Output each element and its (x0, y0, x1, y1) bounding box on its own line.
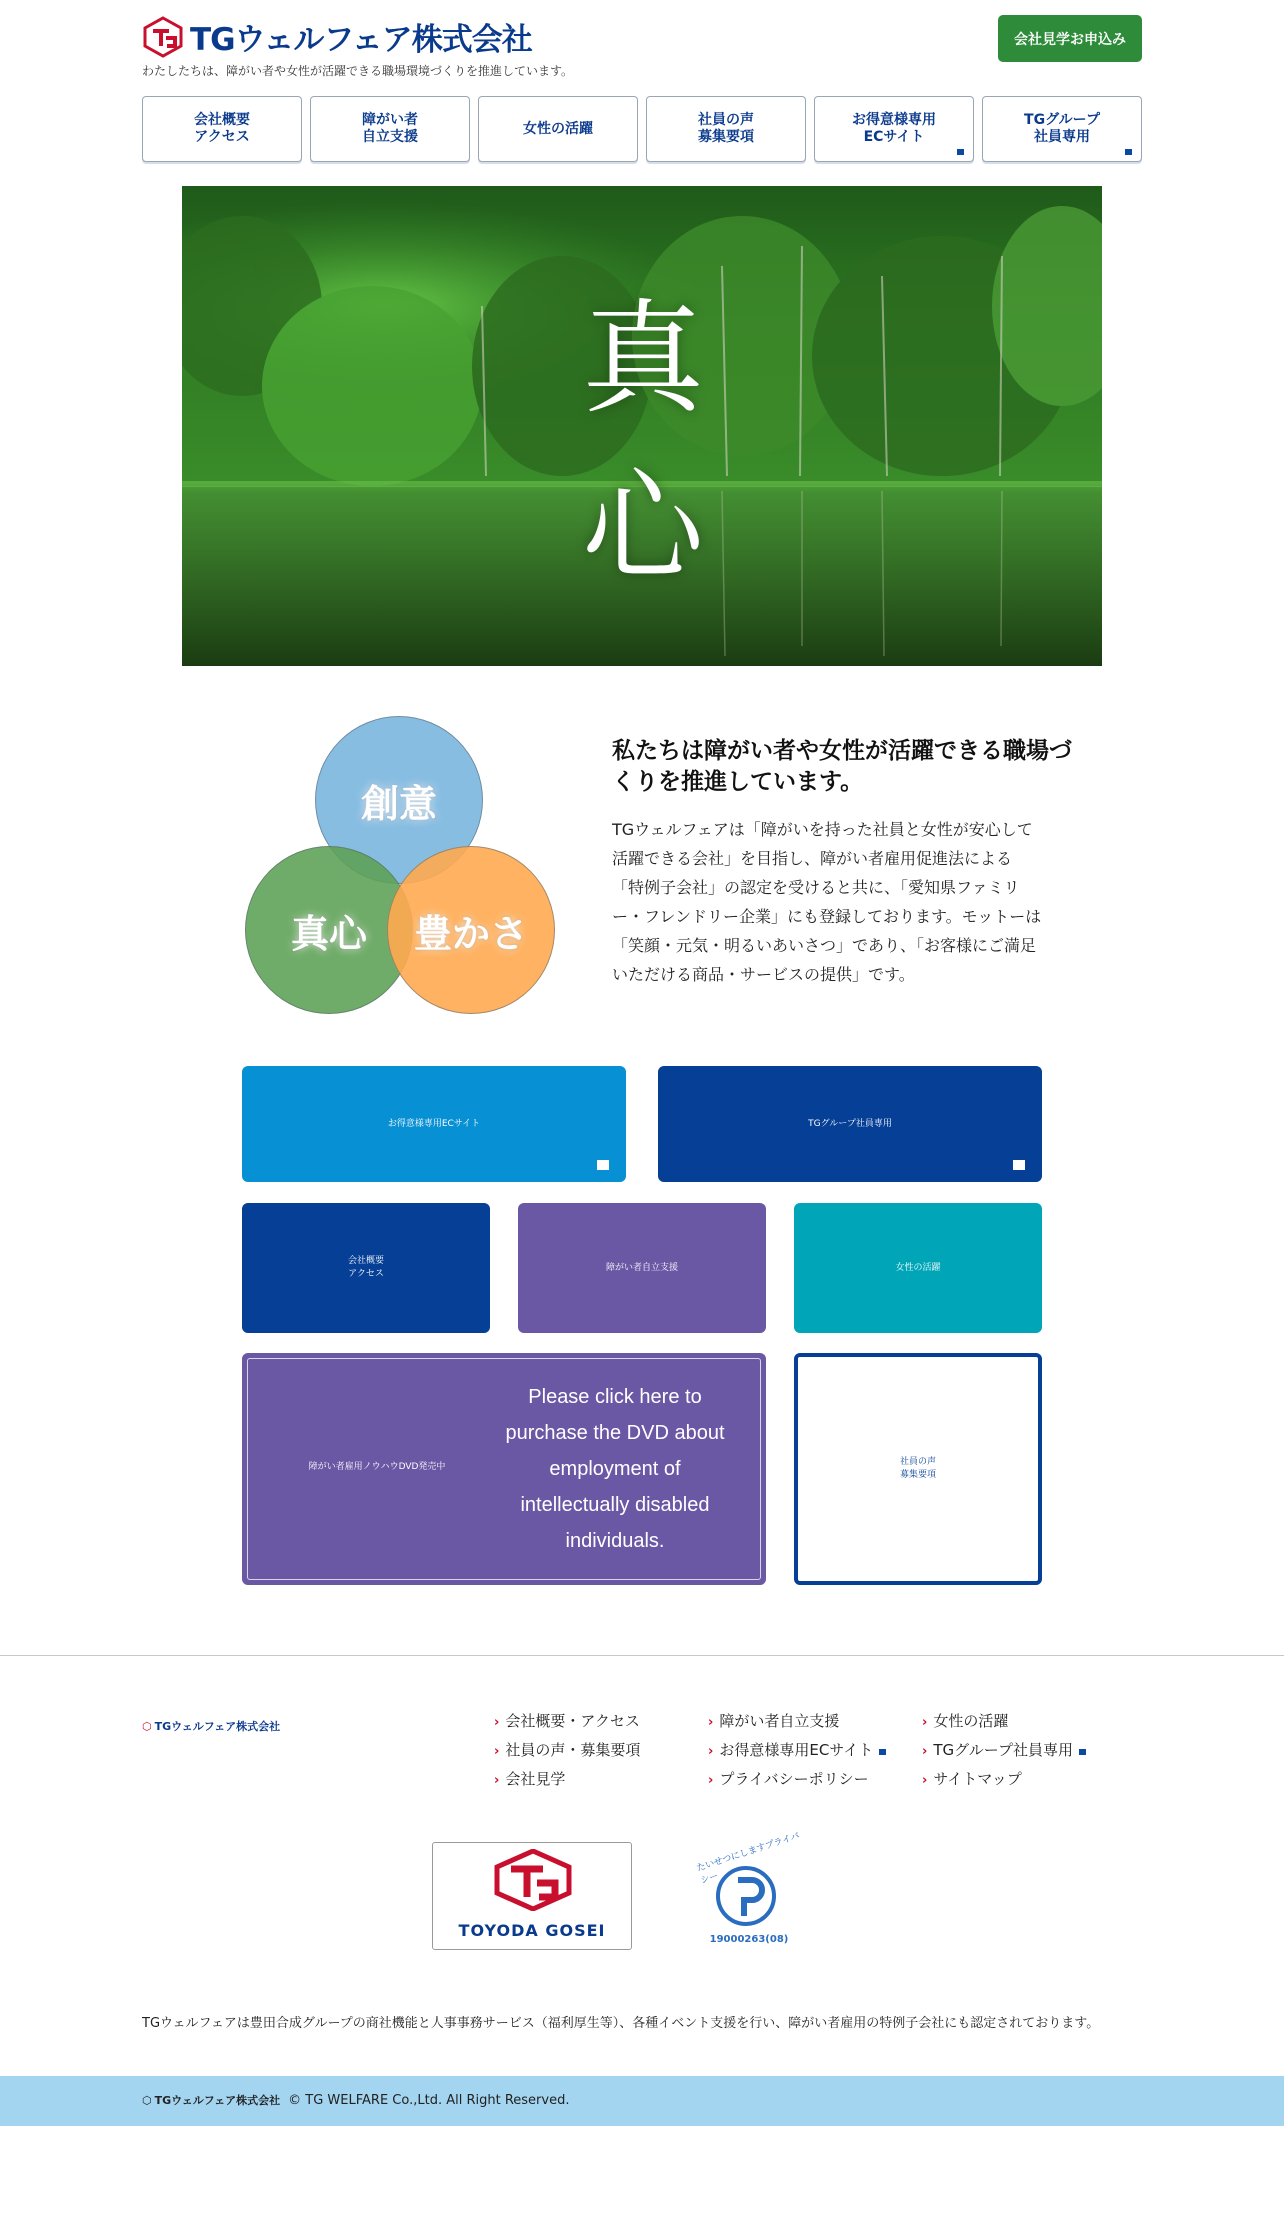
footer-divider (0, 1655, 1284, 1656)
privacy-mark-number: 19000263(08) (709, 1934, 789, 1945)
chevron-right-icon: › (494, 1773, 500, 1788)
chevron-right-icon: › (708, 1744, 714, 1759)
tile-voice[interactable] (794, 1353, 1042, 1585)
footer-link-label: 会社見学 (505, 1770, 566, 1788)
copyright-text: © TG WELFARE Co.,Ltd. All Right Reserved. (288, 2092, 570, 2108)
footer-link-label: 社員の声・募集要項 (505, 1741, 641, 1759)
footer-link-group-staff[interactable] (922, 1739, 1089, 1760)
footer-link-women[interactable] (922, 1710, 1008, 1731)
privacy-mark[interactable] (695, 1831, 801, 1950)
nav-ec-site[interactable] (814, 96, 974, 162)
nav-label: 障がい者 自立支援 (362, 112, 418, 145)
nav-label: 社員の声 募集要項 (698, 112, 754, 145)
footer-link-label: 会社概要・アクセス (505, 1712, 640, 1730)
tg-logo-icon: ⬡ (142, 1719, 152, 1733)
copyright-logo-text: TGウェルフェア株式会社 (154, 2094, 281, 2107)
footer-link-sitemap[interactable] (922, 1768, 1022, 1789)
tile-ec-site[interactable] (242, 1066, 626, 1182)
value-label: 豊かさ (413, 910, 528, 956)
external-link-icon (1079, 1746, 1089, 1755)
dvd-small-label: 障がい者雇用ノウハウDVD発売中 (308, 1462, 446, 1472)
footer-link-label: 女性の活躍 (933, 1712, 1009, 1730)
footer-link-company[interactable] (494, 1710, 640, 1731)
tile-women[interactable] (794, 1203, 1042, 1333)
footer-link-label: お得意様専用ECサイト (719, 1741, 874, 1759)
copyright (142, 2092, 569, 2108)
footer-link-privacy[interactable] (708, 1768, 869, 1789)
tile-label: 障がい者自立支援 (605, 1262, 678, 1273)
nav-label: 会社概要 アクセス (194, 112, 250, 145)
dvd-caption: Please click here to purchase the DVD about employment of intellectually disabled individuals. (505, 1386, 725, 1552)
tile-label: 会社概要 アクセス (347, 1256, 384, 1279)
footer-link-label: 障がい者自立支援 (719, 1712, 840, 1730)
value-label: 創意 (360, 780, 437, 826)
external-link-icon (1125, 146, 1135, 155)
external-link-icon (597, 1155, 614, 1170)
apply-tour-button[interactable]: 会社見学お申込み (998, 15, 1142, 62)
footer-logo[interactable] (142, 1718, 280, 1734)
tg-emblem-icon (493, 1849, 573, 1911)
external-link-icon (957, 146, 967, 155)
nav-label: お得意様専用 ECサイト (852, 112, 936, 145)
tile-label: TGグループ社員専用 (808, 1118, 892, 1129)
toyoda-logo-text: TOYODA GOSEI (458, 1921, 606, 1940)
tile-company[interactable] (242, 1203, 490, 1333)
tg-logo-icon (142, 16, 184, 58)
about-body: TGウェルフェアは「障がいを持った社員と女性が安心して活躍できる会社」を目指し、障がい者雇用促進法による「特例子会社」の認定を受けると共に、「愛知県ファミリー・フレンドリー企業」にも登録しております。モットーは「笑顔・元気・明るいあいさつ」であり、「お客様にご満足いただける商品・サービスの提供」です。 (612, 820, 1042, 984)
tile-group-staff[interactable] (658, 1066, 1042, 1182)
chevron-right-icon: › (494, 1744, 500, 1759)
tile-label: 女性の活躍 (895, 1262, 941, 1273)
tagline: わたしたちは、障がい者や女性が活躍できる職場環境づくりを推進しています。 (142, 64, 574, 78)
tile-label: 社員の声 募集要項 (899, 1457, 936, 1480)
copyright-logo (142, 2092, 280, 2108)
hero-heading: 真心 (582, 288, 704, 598)
chevron-right-icon: › (922, 1773, 928, 1788)
nav-label: 女性の活躍 (523, 120, 593, 137)
footer-link-ec-site[interactable] (708, 1739, 889, 1760)
tile-support[interactable] (518, 1203, 766, 1333)
footer-link-support[interactable] (708, 1710, 839, 1731)
nav-company[interactable] (142, 96, 302, 162)
nav-women[interactable] (478, 96, 638, 162)
value-label: 真心 (290, 910, 367, 956)
about-title: 私たちは障がい者や女性が活躍できる職場づくりを推進しています。 (612, 738, 1072, 795)
external-link-icon (879, 1746, 889, 1755)
site-logo[interactable] (142, 14, 532, 59)
chevron-right-icon: › (922, 1744, 928, 1759)
chevron-right-icon: › (708, 1773, 714, 1788)
footer-link-voice[interactable] (494, 1739, 640, 1760)
nav-voice[interactable] (646, 96, 806, 162)
chevron-right-icon: › (708, 1715, 714, 1730)
footer-link-label: プライバシーポリシー (719, 1770, 869, 1788)
nav-support[interactable] (310, 96, 470, 162)
footer-link-tour[interactable] (494, 1768, 565, 1789)
footer-disclaimer: TGウェルフェアは豊田合成グループの商社機能と人事事務サービス（福利厚生等）、各種イベント支援を行い、障がい者雇用の特例子会社にも認定されております。 (142, 2016, 1100, 2031)
logo-text: TGウェルフェア株式会社 (190, 22, 532, 58)
chevron-right-icon: › (922, 1715, 928, 1730)
footer-link-label: サイトマップ (933, 1770, 1022, 1788)
nav-group-staff[interactable] (982, 96, 1142, 162)
value-circle-abundance (387, 846, 555, 1014)
privacy-mark-text: たいせつにしますプライバシー (695, 1831, 801, 1887)
tile-dvd[interactable] (242, 1353, 766, 1585)
footer-link-label: TGグループ社員専用 (933, 1741, 1073, 1759)
tg-logo-icon: ⬡ (142, 2093, 152, 2107)
nav-label: TGグループ 社員専用 (1024, 112, 1100, 145)
tile-label: お得意様専用ECサイト (387, 1118, 481, 1129)
toyoda-gosei-logo[interactable] (432, 1842, 632, 1950)
external-link-icon (1013, 1155, 1030, 1170)
footer-logo-text: TGウェルフェア株式会社 (154, 1720, 281, 1733)
chevron-right-icon: › (494, 1715, 500, 1730)
